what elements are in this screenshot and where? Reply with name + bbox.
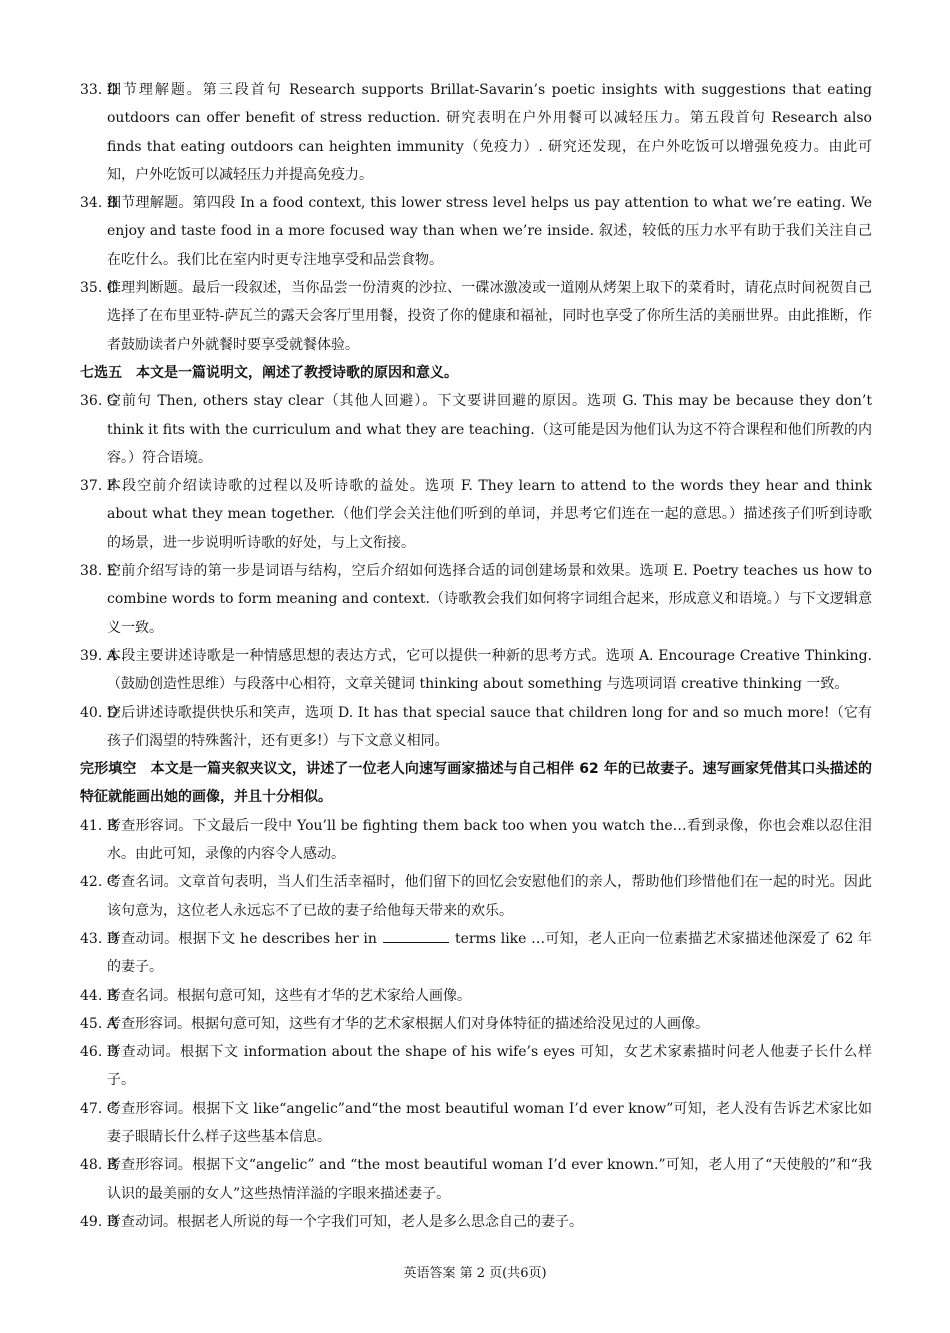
answer-38 — [80, 557, 872, 642]
answer-48 — [80, 1151, 872, 1208]
answer-number: 40. D — [80, 704, 118, 721]
answer-number: 41. B — [80, 817, 118, 834]
answer-46 — [80, 1038, 872, 1095]
answer-number: 34. B — [80, 195, 118, 212]
answer-45 — [80, 1010, 872, 1038]
answer-content — [80, 76, 872, 1236]
answer-number: 44. B — [80, 987, 118, 1004]
answer-explanation: 细节理解题。第三段首句 Research supports Brillat-Savarin’s poetic insights with suggestions that eating outdoors can offer benefit of stress reduction. 研究表明在户外用餐可以减轻压力。第五段首句 Research also finds that eating outdoors can heighten immunity（免疫力）. 研究还发现，在户外吃饭可以增强免疫力。由此可知，户外吃饭可以减轻压力并提高免疫力。 — [107, 82, 872, 183]
answer-explanation: 空后讲述诗歌提供快乐和笑声，选项 D. It has that special sauce that children long for and so much more!（它有孩子们渴望的特殊酱汁，还有更多!）与下文意义相同。 — [107, 704, 872, 749]
answer-explanation: 考查形容词。根据句意可知，这些有才华的艺术家根据人们对身体特征的描述给没见过的人画像。 — [107, 1015, 709, 1032]
answer-37 — [80, 472, 872, 557]
answer-explanation: 考查名词。文章首句表明，当人们生活幸福时，他们留下的回忆会安慰他们的亲人，帮助他们珍惜他们在一起的时光。因此该句意为，这位老人永远忘不了已故的妻子给他每天带来的欢乐。 — [107, 874, 872, 919]
answer-49 — [80, 1208, 872, 1236]
answer-number: 46. D — [80, 1044, 118, 1061]
answer-39 — [80, 642, 872, 699]
answer-35 — [80, 274, 872, 359]
answer-explanation: 本段空前介绍读诗歌的过程以及听诗歌的益处。选项 F. They learn to attend to the words they hear and think about what they mean together.（他们学会关注他们听到的单词，并思考它们连在一起的意思。）描述孩子们听到诗歌的场景，进一步说明听诗歌的好处，与上文衔接。 — [107, 478, 872, 551]
answer-explanation: 细节理解题。第四段 In a food context, this lower stress level helps us pay attention to what we’re eating. We enjoy and taste food in a more focused way than when we’re inside. 叙述，较低的压力水平有助于我们关注自己在吃什么。我们比在室内时更专注地享受和品尝食物。 — [107, 195, 872, 268]
answer-number: 45. A — [80, 1015, 117, 1032]
explanation-text-before-blank: 考查动词。根据下文 he describes her in — [107, 930, 377, 947]
answer-explanation: 推理判断题。最后一段叙述，当你品尝一份清爽的沙拉、一碟冰激凌或一道刚从烤架上取下的菜肴时，请花点时间祝贺自己选择了在布里亚特-萨瓦兰的露天会客厅里用餐，投资了你的健康和福祉，同时也享受了你所生活的美丽世界。由此推断，作者鼓励读者户外就餐时要享受就餐体验。 — [107, 280, 872, 353]
answer-explanation: 空前句 Then, others stay clear（其他人回避）。下文要讲回避的原因。选项 G. This may be because they don’t think it fits with the curriculum and what they are teaching.（这可能是因为他们认为这不符合课程和他们所教的内容。）符合语境。 — [107, 393, 872, 466]
answer-explanation: 考查形容词。根据下文 like“angelic”and“the most beautiful woman I’d ever know”可知，老人没有告诉艺术家比如妻子眼睛长什么样子这些基本信息。 — [107, 1100, 872, 1145]
answer-number: 36. G — [80, 393, 118, 410]
explanation-text-after-blank: terms like …可知，老人正向一位素描艺术家描述他深爱了 62 年的妻子。 — [107, 930, 872, 976]
answer-explanation — [107, 925, 872, 982]
answer-number: 39. A — [80, 647, 117, 664]
answer-40 — [80, 699, 872, 756]
answer-33 — [80, 76, 872, 189]
answer-42 — [80, 868, 872, 925]
answer-number: 33. D — [80, 82, 118, 98]
answer-number: 37. F — [80, 478, 117, 495]
answer-number: 47. C — [80, 1100, 118, 1117]
answer-explanation: 考查形容词。下文最后一段中 You’ll be fighting them back too when you watch the…看到录像，你也会难以忍住泪水。由此可知，录像的内容令人感动。 — [107, 817, 872, 863]
fill-in-blank-line — [383, 928, 449, 943]
answer-explanation: 考查动词。根据下文 information about the shape of his wife’s eyes 可知，女艺术家素描时问老人他妻子长什么样子。 — [107, 1044, 872, 1089]
answer-explanation: 考查动词。根据老人所说的每一个字我们可知，老人是多么思念自己的妻子。 — [107, 1213, 583, 1230]
answer-explanation: 空前介绍写诗的第一步是词语与结构，空后介绍如何选择合适的词创建场景和效果。选项 E. Poetry teaches us how to combine words to form meaning and context.（诗歌教会我们如何将字词组合起来，形成意义和语境。）与下文逻辑意义一致。 — [107, 563, 872, 636]
answer-number: 49. D — [80, 1213, 118, 1230]
answer-43 — [80, 925, 872, 982]
answer-44 — [80, 982, 872, 1010]
answer-explanation: 考查名词。根据句意可知，这些有才华的艺术家给人画像。 — [107, 987, 471, 1004]
answer-47 — [80, 1095, 872, 1152]
answer-number: 43. D — [80, 930, 118, 947]
answer-number: 42. C — [80, 874, 118, 891]
answer-41 — [80, 812, 872, 869]
answer-34 — [80, 189, 872, 274]
answer-36 — [80, 387, 872, 472]
page-footer: 英语答案 第 2 页(共6页) — [403, 1266, 547, 1281]
answer-number: 38. E — [80, 563, 117, 580]
answer-number: 48. B — [80, 1157, 118, 1174]
answer-explanation: 本段主要讲述诗歌是一种情感思想的表达方式，它可以提供一种新的思考方式。选项 A. Encourage Creative Thinking.（鼓励创造性思维）与段落中心相符，文章关键词 thinking about something 与选项词语 creative thinking 一致。 — [107, 647, 872, 693]
section-heading-seven-choose-five: 七选五 本文是一篇说明文，阐述了教授诗歌的原因和意义。 — [80, 364, 458, 381]
answer-explanation: 考查形容词。根据下文“angelic” and “the most beautiful woman I’d ever known.”可知，老人用了“天使般的”和“我认识的最美丽的女人”这些热情洋溢的字眼来描述妻子。 — [107, 1157, 872, 1202]
section-heading-cloze: 完形填空 本文是一篇夹叙夹议文，讲述了一位老人向速写画家描述与自己相伴 62 年的已故妻子。速写画家凭借其口头描述的特征就能画出她的画像，并且十分相似。 — [80, 761, 872, 806]
answer-number: 35. C — [80, 280, 118, 297]
